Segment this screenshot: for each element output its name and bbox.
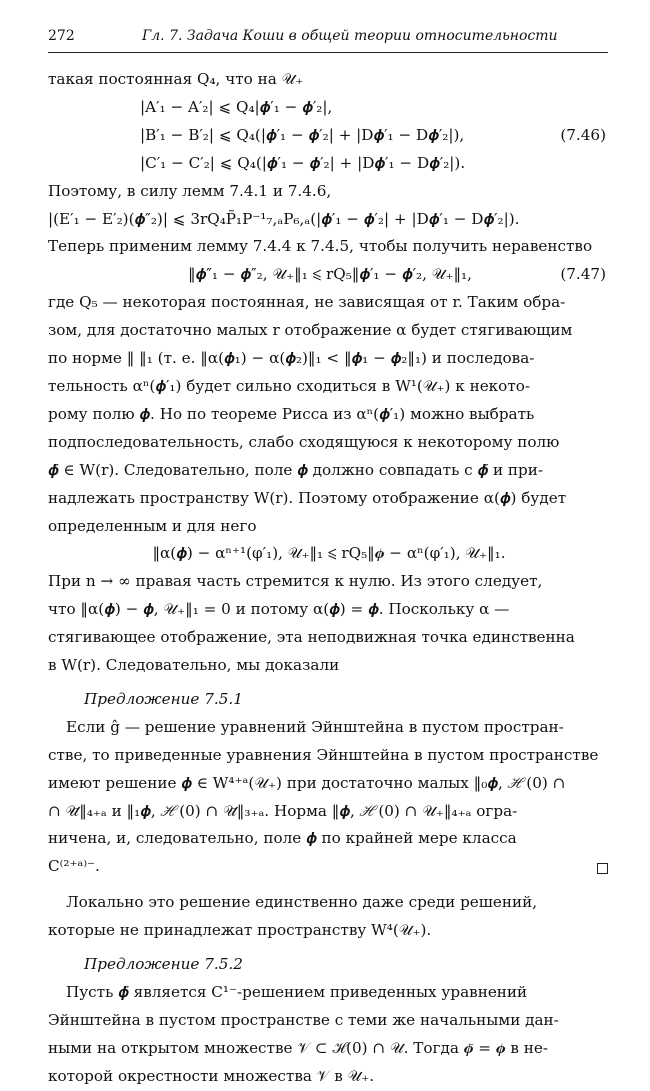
equation-line bbox=[48, 261, 610, 289]
equation-line bbox=[48, 94, 610, 122]
text-line: что ‖α(𝝓) − 𝝓, 𝒰₊‖₁ = 0 и потому α(𝝓) = 𝝓. Поскольку α — bbox=[48, 600, 510, 619]
qed-square-icon bbox=[597, 863, 608, 874]
text-line: такая постоянная Q₄, что на 𝒰₊ bbox=[48, 70, 304, 88]
text-line bbox=[48, 853, 610, 881]
equation: |C′₁ − C′₂| ⩽ Q₄(|𝝓′₁ − 𝝓′₂| + |D𝝓′₁ − D𝝓′₂|). bbox=[140, 153, 466, 172]
text-line: рому полю 𝝓. Но по теореме Рисса из αⁿ(𝝓′₁) можно выбрать bbox=[48, 404, 535, 423]
equation: |B′₁ − B′₂| ⩽ Q₄(|𝝓′₁ − 𝝓′₂| + |D𝝓′₁ − D𝝓′₂|), bbox=[140, 125, 465, 144]
text-line: ∩ 𝒰̄‖₄₊ₐ и ‖₁𝝓, ℋ(0) ∩ 𝒰̄‖₃₊ₐ. Норма ‖𝝓, ℋ(0) ∩ 𝒰₊‖₄₊ₐ огра- bbox=[48, 801, 518, 820]
page-body bbox=[48, 66, 610, 1091]
text-line: по норме ‖ ‖₁ (т. е. ‖α(𝝓₁) − α(𝝓₂)‖₁ < ‖𝝓₁ − 𝝓₂‖₁) и последова- bbox=[48, 349, 535, 368]
text-line: Эйнштейна в пустом пространстве с теми же начальными дан- bbox=[48, 1010, 559, 1029]
text-line: ными на открытом множестве 𝒱 ⊂ ℋ(0) ∩ 𝒰. Тогда 𝝓̃ = 𝝓 в не- bbox=[48, 1038, 548, 1057]
text-line: которой окрестности множества 𝒱 в 𝒰₊. bbox=[48, 1066, 375, 1085]
equation: ‖𝝓″₁ − 𝝓″₂, 𝒰₊‖₁ ⩽ rQ₅‖𝝓′₁ − 𝝓′₂, 𝒰₊‖₁, bbox=[188, 265, 472, 284]
equation: |A′₁ − A′₂| ⩽ Q₄|𝝓′₁ − 𝝓′₂|, bbox=[140, 97, 333, 116]
text-line: Если ĝ — решение уравнений Эйнштейна в пустом простран- bbox=[66, 717, 564, 736]
text-line: Локально это решение единственно даже среди решений, bbox=[66, 893, 538, 912]
text-line: где Q₅ — некоторая постоянная, не зависящая от r. Таким обра- bbox=[48, 293, 566, 312]
text-line: Теперь применим лемму 7.4.4 к 7.4.5, чтобы получить неравенство bbox=[48, 237, 593, 256]
text-fragment: C⁽²⁺ᵃ⁾⁻. bbox=[48, 857, 100, 876]
text-line: стягивающее отображение, эта неподвижная точка единственна bbox=[48, 628, 575, 647]
text-line: Поэтому, в силу лемм 7.4.1 и 7.4.6, bbox=[48, 181, 332, 200]
text-line: подпоследовательность, слабо сходящуюся к некоторому полю bbox=[48, 432, 560, 451]
text-line: При n → ∞ правая часть стремится к нулю. Из этого следует, bbox=[48, 572, 543, 591]
text-line: определенным и для него bbox=[48, 516, 257, 535]
page-header bbox=[48, 26, 608, 53]
equation: ‖α(𝝓) − αⁿ⁺¹(φ′₁), 𝒰₊‖₁ ⩽ rQ₅‖𝝓 − αⁿ(φ′₁), 𝒰₊‖₁. bbox=[152, 544, 506, 563]
text-line: надлежать пространству W(r). Поэтому отображение α(𝝓) будет bbox=[48, 488, 567, 507]
text-line: которые не принадлежат пространству W⁴(𝒰₊). bbox=[48, 921, 432, 940]
spacer bbox=[48, 881, 610, 889]
text-line: ничена, и, следовательно, поле 𝝓 по крайней мере класса bbox=[48, 829, 517, 848]
running-head: Гл. 7. Задача Коши в общей теории относительности bbox=[142, 28, 558, 44]
equation-line bbox=[48, 122, 610, 150]
equation-line bbox=[48, 150, 610, 178]
proposition-title: Предложение 7.5.1 bbox=[84, 689, 243, 708]
page-number: 272 bbox=[48, 28, 75, 44]
text-line: 𝝓̃ ∈ W(r). Следовательно, поле 𝝓 должно совпадать с 𝝓̃ и при- bbox=[48, 460, 544, 479]
equation: |(E′₁ − E′₂)(𝝓″₂)| ⩽ 3rQ₄P̃₁P⁻¹₇,ₐP₆,ₐ(|𝝓′₁ − 𝝓′₂| + |D𝝓′₁ − D𝝓′₂|). bbox=[48, 209, 520, 228]
text-line: зом, для достаточно малых r отображение α будет стягивающим bbox=[48, 321, 573, 340]
proposition-title: Предложение 7.5.2 bbox=[84, 955, 243, 974]
text-line: имеют решение 𝝓 ∈ W⁴⁺ᵃ(𝒰₊) при достаточно малых ‖₀𝝓, ℋ(0) ∩ bbox=[48, 773, 566, 792]
text-line: Пусть 𝝓̃ является C¹⁻-решением приведенных уравнений bbox=[66, 983, 528, 1001]
equation-number: (7.46) bbox=[560, 125, 606, 144]
equation-number: (7.47) bbox=[560, 265, 606, 284]
text-line: в W(r). Следовательно, мы доказали bbox=[48, 656, 340, 675]
text-line: стве, то приведенные уравнения Эйнштейна в пустом пространстве bbox=[48, 745, 599, 764]
text-line: тельность αⁿ(𝝓′₁) будет сильно сходиться в W¹(𝒰₊) к некото- bbox=[48, 376, 530, 395]
